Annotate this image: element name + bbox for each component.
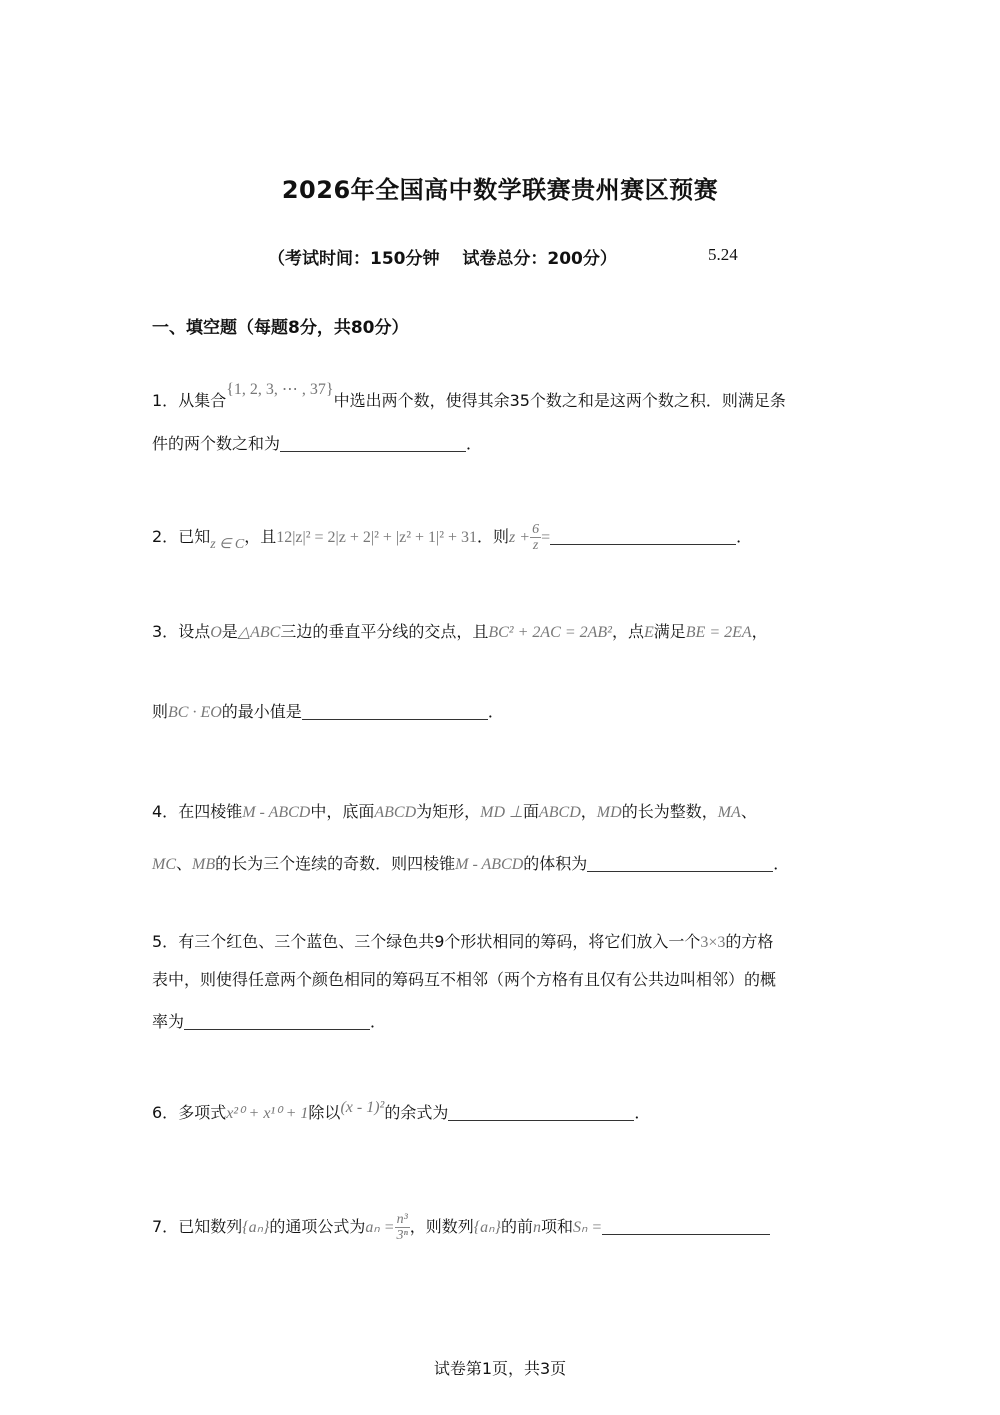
math-polynomial: x²⁰ + x¹⁰ + 1	[226, 1105, 309, 1122]
question-text: ．	[466, 434, 483, 453]
math-variable: n	[532, 1219, 541, 1236]
question-text: 的前	[500, 1217, 533, 1236]
fraction-denominator: 3ⁿ	[396, 1228, 408, 1243]
question-text: 从集合	[178, 391, 227, 410]
question-text: ，	[751, 622, 768, 641]
math-segment: MD	[596, 804, 622, 821]
math-point: O	[210, 624, 222, 641]
question-text: 在四棱锥	[178, 802, 243, 821]
question-text: 件的两个数之和为	[152, 434, 281, 453]
exam-info: （考试时间：150分钟 试卷总分：200分）	[268, 249, 617, 269]
math-base: ABCD	[374, 804, 417, 821]
math-general-term: aₙ =	[365, 1219, 395, 1236]
section-heading: 一、填空题（每题8分，共80分）	[152, 318, 409, 338]
question-text: 为矩形，	[416, 802, 481, 821]
answer-blank[interactable]	[550, 528, 736, 545]
question-text: 的体积为	[523, 854, 588, 873]
math-point: E	[643, 624, 654, 641]
question-text: ．则	[477, 527, 510, 546]
math-segment: MC	[152, 856, 176, 873]
question-6	[152, 1098, 650, 1124]
page-footer: 试卷第1页，共3页	[433, 1359, 567, 1378]
question-text: 中，底面	[310, 802, 375, 821]
math-plane: ABCD	[539, 804, 581, 821]
math-sequence: {aₙ}	[242, 1219, 270, 1236]
question-number: 4．	[152, 802, 179, 821]
question-3-line-2	[152, 702, 504, 723]
question-text: 的长为整数，	[621, 802, 718, 821]
question-text: ．	[370, 1012, 387, 1031]
question-text: 率为	[152, 1012, 185, 1031]
question-text: 项和	[540, 1217, 573, 1236]
question-text: 的最小值是	[221, 702, 302, 721]
question-text: 已知	[178, 527, 211, 546]
math-set: {1, 2, 3, ⋯ , 37}	[226, 381, 334, 398]
math-segment: MA	[717, 804, 741, 821]
question-number: 7．	[152, 1217, 179, 1236]
question-1-line-2	[152, 434, 482, 454]
question-number: 5．	[152, 932, 179, 951]
question-text: ．	[487, 702, 504, 721]
fraction-numerator: n³	[396, 1212, 408, 1227]
exam-date: 5.24	[708, 245, 738, 264]
question-text: ，点	[611, 622, 644, 641]
question-text: ．	[634, 1103, 651, 1122]
math-equation: 12|z|² = 2|z + 2|² + |z² + 1|² + 31	[276, 529, 478, 546]
page-title: 2026年全国高中数学联赛贵州赛区预赛	[281, 176, 719, 204]
question-5-line-1	[152, 932, 773, 953]
question-4-line-1	[152, 802, 757, 823]
math-equation: BC² + 2AC = 2AB²	[488, 624, 612, 641]
question-text: 中选出两个数，使得其余35个数之和是这两个数之积．则满足条	[333, 391, 786, 410]
question-1-line-1	[152, 380, 786, 411]
math-condition: z ∈ C	[210, 537, 245, 552]
math-fraction	[395, 1212, 410, 1243]
question-number: 2．	[152, 527, 179, 546]
math-equals: =	[541, 529, 551, 546]
question-number: 1．	[152, 391, 179, 410]
question-5-line-3	[152, 1012, 386, 1032]
question-text: 有三个红色、三个蓝色、三个绿色共9个形状相同的筹码，将它们放入一个	[178, 932, 701, 951]
question-text: 面	[522, 802, 539, 821]
question-text: ．	[736, 527, 753, 546]
math-perpendicular: MD ⊥	[480, 804, 523, 821]
math-fraction	[530, 522, 541, 553]
math-partial-sum: Sₙ =	[572, 1219, 603, 1236]
answer-blank[interactable]	[280, 435, 466, 452]
math-triangle: △ABC	[237, 624, 281, 641]
answer-blank[interactable]	[587, 855, 773, 872]
math-sequence: {aₙ}	[473, 1219, 501, 1236]
question-text: 除以	[308, 1103, 341, 1122]
math-divisor: (x - 1)²	[340, 1099, 385, 1116]
question-text: 表中，则使得任意两个颜色相同的筹码互不相邻（两个方格有且仅有公共边叫相邻）的概	[152, 970, 777, 989]
fraction-denominator: z	[532, 538, 539, 553]
math-grid-size: 3×3	[700, 934, 726, 951]
question-text: ，则数列	[409, 1217, 474, 1236]
question-text: 是	[221, 622, 238, 641]
question-number: 6．	[152, 1103, 179, 1122]
math-pyramid: M - ABCD	[455, 856, 524, 873]
question-text: 、	[176, 854, 193, 873]
question-text: 的余式为	[384, 1103, 449, 1122]
answer-blank[interactable]	[302, 703, 488, 720]
question-text: 的通项公式为	[269, 1217, 366, 1236]
question-2	[152, 522, 752, 555]
question-text: 多项式	[178, 1103, 227, 1122]
question-number: 3．	[152, 622, 179, 641]
answer-blank[interactable]	[448, 1104, 634, 1121]
question-text: 三边的垂直平分线的交点，且	[280, 622, 489, 641]
math-pyramid: M - ABCD	[242, 804, 311, 821]
question-text: 的长为三个连续的奇数．则四棱锥	[215, 854, 456, 873]
answer-blank[interactable]	[184, 1013, 370, 1030]
question-7	[152, 1212, 770, 1243]
question-5-line-2	[152, 970, 776, 990]
math-equation: BE = 2EA	[685, 624, 752, 641]
question-3-line-1	[152, 622, 768, 643]
math-segment: MB	[192, 856, 216, 873]
question-text: 设点	[178, 622, 211, 641]
question-4-line-2	[152, 854, 789, 875]
question-text: 、	[740, 802, 757, 821]
question-text: ．	[773, 854, 790, 873]
question-text: 则	[152, 702, 169, 721]
question-text: ，	[580, 802, 597, 821]
math-dot-product: BC · EO	[168, 704, 222, 721]
question-text: 已知数列	[178, 1217, 243, 1236]
question-text: 的方格	[725, 932, 774, 951]
fraction-numerator: 6	[532, 522, 540, 537]
question-text: 满足	[653, 622, 686, 641]
answer-blank[interactable]	[602, 1218, 770, 1235]
math-expression: z +	[509, 529, 531, 546]
question-text: ，且	[244, 527, 277, 546]
